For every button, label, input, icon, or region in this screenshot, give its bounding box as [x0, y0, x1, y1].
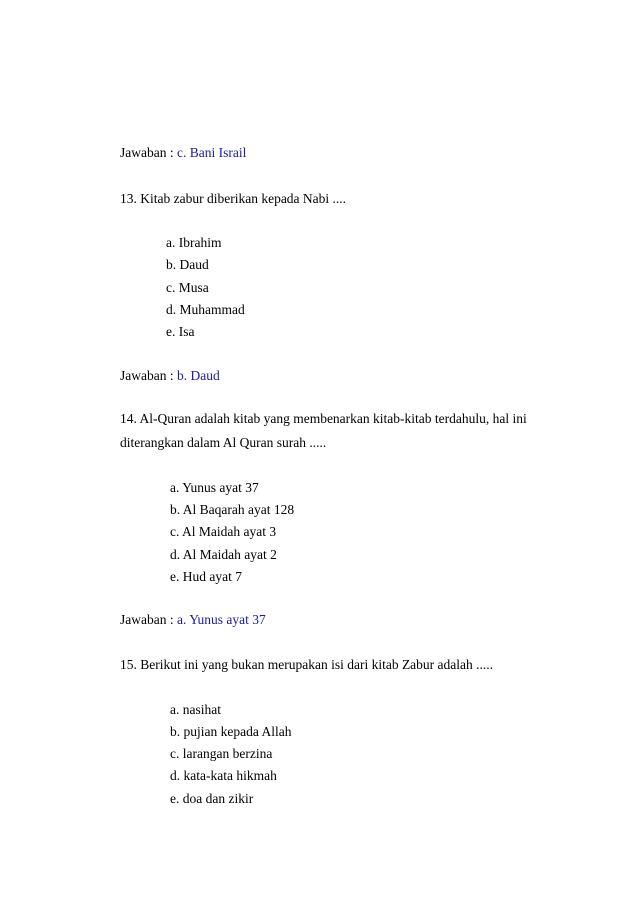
option-15-b: b. pujian kepada Allah: [170, 724, 292, 739]
answer-13: [120, 368, 220, 384]
answer-label: Jawaban :: [120, 612, 177, 627]
answer-value: c. Bani Israil: [176, 145, 247, 160]
answer-label: Jawaban :: [120, 368, 177, 383]
option-14-e: e. Hud ayat 7: [170, 569, 242, 584]
answer-12: [120, 145, 246, 161]
option-13-d: d. Muhammad: [166, 302, 245, 317]
question-13: 13. Kitab zabur diberikan kepada Nabi ....: [120, 191, 347, 206]
answer-value: a. Yunus ayat 37: [176, 612, 266, 627]
option-14-c: c. Al Maidah ayat 3: [170, 524, 277, 539]
option-13-b: b. Daud: [166, 257, 209, 272]
option-15-d: d. kata-kata hikmah: [170, 768, 277, 783]
option-14-d: d. Al Maidah ayat 2: [170, 547, 277, 562]
option-15-e: e. doa dan zikir: [170, 791, 254, 806]
option-13-a: a. Ibrahim: [166, 235, 222, 250]
question-15: 15. Berikut ini yang bukan merupakan isi dari kitab Zabur adalah .....: [120, 657, 494, 672]
option-13-e: e. Isa: [166, 324, 195, 339]
answer-14: [120, 612, 266, 628]
option-13-c: c. Musa: [166, 280, 209, 295]
option-14-a: a. Yunus ayat 37: [170, 480, 259, 495]
answer-value: b. Daud: [176, 368, 220, 383]
question-14-line-2: diterangkan dalam Al Quran surah .....: [120, 435, 327, 450]
option-14-b: b. Al Baqarah ayat 128: [170, 502, 295, 517]
question-14-line-1: 14. Al-Quran adalah kitab yang membenarkan kitab-kitab terdahulu, hal ini: [120, 411, 527, 426]
option-15-c: c. larangan berzina: [170, 746, 273, 761]
option-15-a: a. nasihat: [170, 702, 221, 717]
answer-label: Jawaban :: [120, 145, 177, 160]
